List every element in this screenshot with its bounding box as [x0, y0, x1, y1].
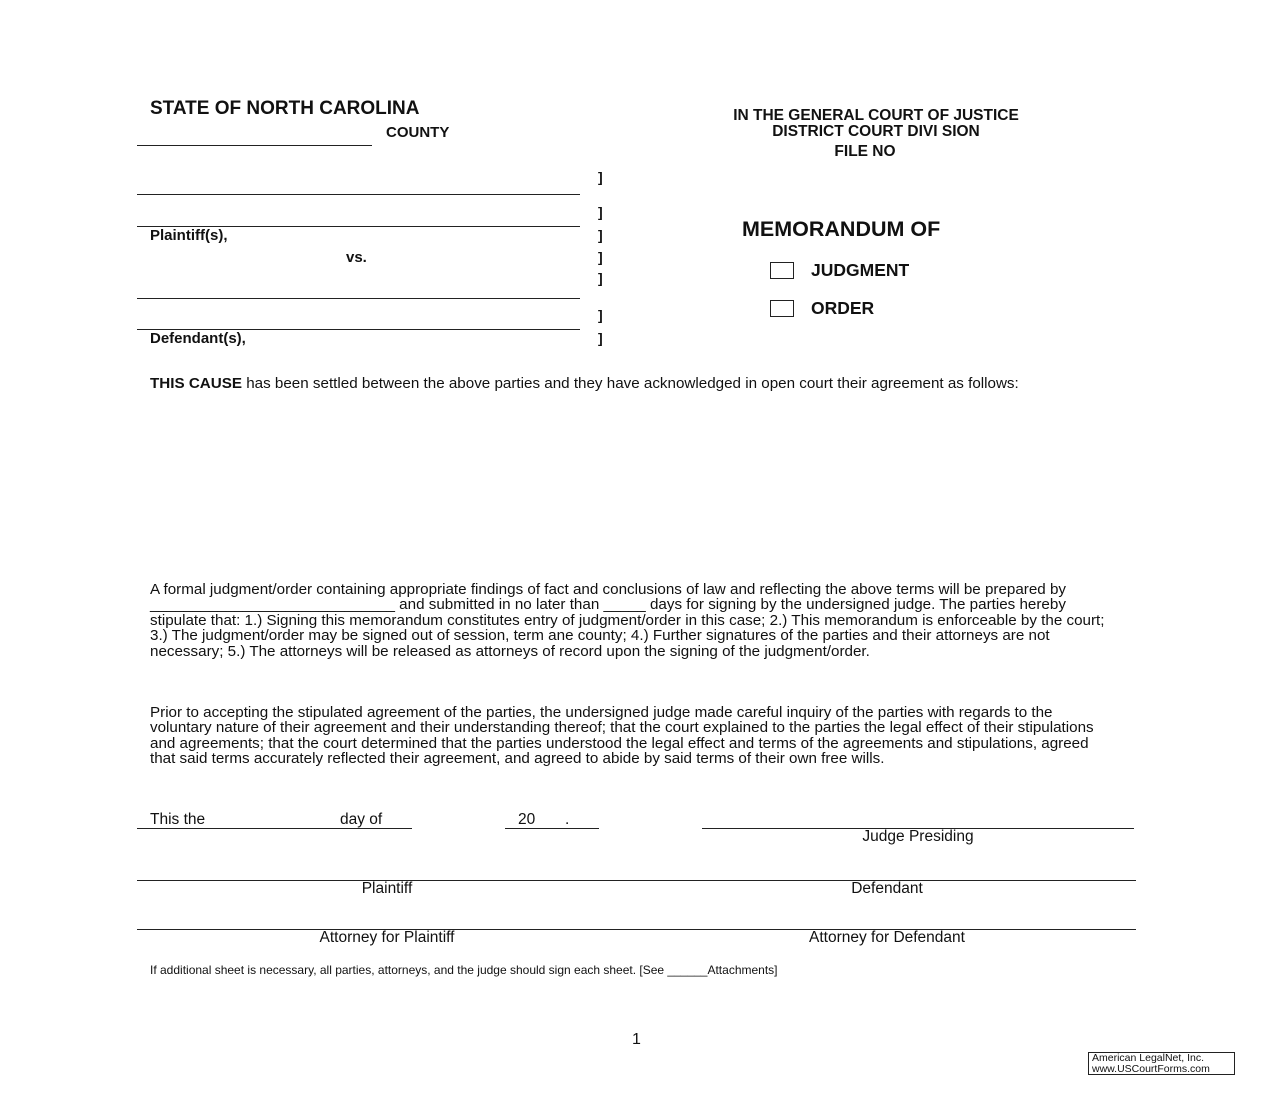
attorney-defendant-label: Attorney for Defendant [809, 929, 965, 946]
state-title: STATE OF NORTH CAROLINA [150, 98, 420, 119]
para1-text-b: and submitted in no later than [394, 596, 604, 614]
caption-bracket: ] [598, 307, 603, 323]
additional-sheet-note: If additional sheet is necessary, all parties, attorneys, and the judge should sign each sheet. [See ______Attachments] [150, 963, 778, 977]
day-of-label: day of [340, 811, 383, 828]
days-blank[interactable]: _____ [603, 596, 646, 614]
county-label: COUNTY [386, 124, 450, 141]
day-line[interactable] [137, 828, 412, 829]
judge-presiding-label: Judge Presiding [862, 828, 974, 845]
stamp-line-2: www.USCourtForms.com [1092, 1063, 1210, 1075]
order-option-label: ORDER [811, 298, 875, 318]
formal-judgment-paragraph [150, 582, 1118, 659]
memorandum-title: MEMORANDUM OF [742, 217, 941, 241]
defendant-label: Defendant(s), [150, 330, 246, 347]
cause-bold: THIS CAUSE [150, 375, 242, 392]
year-period: . [565, 811, 570, 828]
plaintiff-label: Plaintiff(s), [150, 227, 228, 244]
caption-bracket: ] [598, 270, 603, 286]
stamp-line-1: American LegalNet, Inc. [1092, 1052, 1205, 1064]
court-line-1: IN THE GENERAL COURT OF JUSTICE [733, 107, 1019, 124]
cause-text: has been settled between the above parties and they have acknowledged in open court their agreement as follows: [241, 375, 1019, 392]
court-line-2: DISTRICT COURT DIVI SION [772, 123, 980, 140]
cause-paragraph [150, 376, 1115, 391]
judgment-option-label: JUDGMENT [811, 260, 910, 280]
file-no-label: FILE NO [834, 143, 896, 160]
year-prefix: 20 [518, 811, 536, 828]
county-name-line [137, 145, 372, 146]
order-checkbox[interactable] [770, 300, 794, 317]
para1-text-a: A formal judgment/order containing appropriate findings of fact and conclusions of law and reflecting the above terms will be prepared by [150, 581, 1066, 598]
year-line[interactable] [505, 828, 599, 829]
judgment-checkbox[interactable] [770, 262, 794, 279]
caption-bracket: ] [598, 249, 603, 265]
caption-bracket: ] [598, 169, 603, 185]
attorney-plaintiff-label: Attorney for Plaintiff [319, 929, 455, 946]
plaintiff-signature-label: Plaintiff [361, 880, 413, 897]
this-the-label: This the [150, 811, 206, 828]
caption-bracket: ] [598, 204, 603, 220]
vs-label: vs. [346, 249, 367, 266]
preparer-blank[interactable]: _____________________________ [150, 596, 395, 614]
publisher-stamp [1088, 1052, 1235, 1075]
caption-line [137, 298, 580, 299]
page-number: 1 [632, 1031, 641, 1048]
caption-bracket: ] [598, 227, 603, 243]
caption-bracket: ] [598, 330, 603, 346]
caption-line [137, 194, 580, 195]
inquiry-paragraph: Prior to accepting the stipulated agreement of the parties, the undersigned judge made careful inquiry of the parties with regards to the voluntary nature of their agreement and their understanding thereof; that the court explained to the parties the legal effect of their stipulations and agreements; that the court determined that the parties understood the legal effect and terms of the agreements and stipulations, agreed that said terms accurately reflected their agreement, and agreed to abide by said terms of their own free wills. [150, 704, 1094, 768]
defendant-signature-label: Defendant [851, 880, 923, 897]
para1-text-c: days for signing by the undersigned judge. The parties hereby stipulate that: 1.) Signing this memorandum constitutes entry of judgment/order in this case; 2.) This memorandum is enforceable by the court; 3.) The judgment/order may be signed out of session, term ane county; 4.) Further signatures of the parties and their attorneys are not necessary; 5.) The attorneys will be released as attorneys of record upon the signing of the judgment/order. [150, 596, 1105, 660]
